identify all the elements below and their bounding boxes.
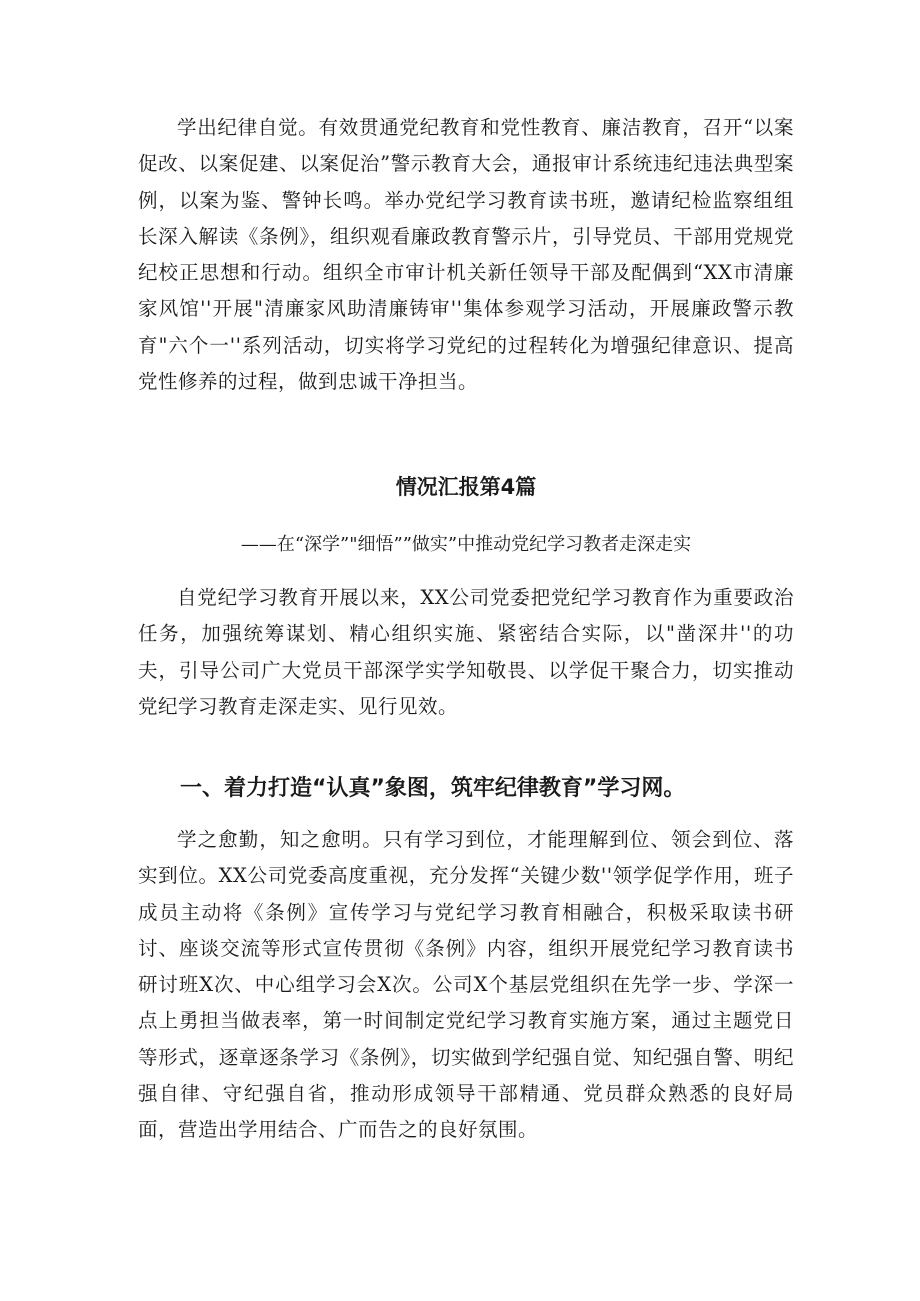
paragraph-introduction: 自党纪学习教育开展以来，XX公司党委把党纪学习教育作为重要政治任务，加强统筹谋划、精心组织实施、紧密结合实际，以"凿深井''的功夫，引导公司广大党员干部深学实学知敬畏、以学促干聚合力，切实推动党纪学习教育走深走实、见行见效。 xyxy=(138,586,794,718)
report-subtitle: ——在“深学”"细悟””做实”中推动党纪学习教者走深走实 xyxy=(240,534,692,555)
report-title: 情况汇报第4篇 xyxy=(395,475,537,499)
paragraph-study-diligence: 学之愈勤，知之愈明。只有学习到位，才能理解到位、领会到位、落实到位。XX公司党委高度重视，充分发挥“关键少数''领学促学作用，班子成员主动将《条例》宣传学习与党纪学习教育相融合，积极采取读书研讨、座谈交流等形式宣传贯彻《条例》内容，组织开展党纪学习教育读书研讨班X次、中心组学习会X次。公司X个基层党组织在先学一步、学深一点上勇担当做表率，第一时间制定党纪学习教育实施方案，通过主题党日等形式，逐章逐条学习《条例》，切实做到学纪强自觉、知纪强自警、明纪强自律、守纪强自省，推动形成领导干部精通、党员群众熟悉的良好局面，营造出学用结合、广而告之的良好氛围。 xyxy=(138,828,794,1142)
paragraph-discipline-awareness: 学出纪律自觉。有效贯通党纪教育和党性教育、廉洁教育，召开“以案促改、以案促建、以案促治”警示教育大会，通报审计系统违纪违法典型案例，以案为鉴、警钟长鸣。举办党纪学习教育读书班，邀请纪检监察组组长深入解读《条例》，组织观看廉政教育警示片，引导党员、干部用党规党纪校正思想和行动。组织全市审计机关新任领导干部及配偶到“XX市清廉家风馆''开展"清廉家风助清廉铸审''集体参观学习活动，开展廉政警示教育"六个一''系列活动，切实将学习党纪的过程转化为增强纪律意识、提高党性修养的过程，做到忠诚干净担当。 xyxy=(138,116,794,394)
section-heading-one: 一、着力打造“认真”象图，筑牢纪律教育”学习网。 xyxy=(180,776,686,801)
